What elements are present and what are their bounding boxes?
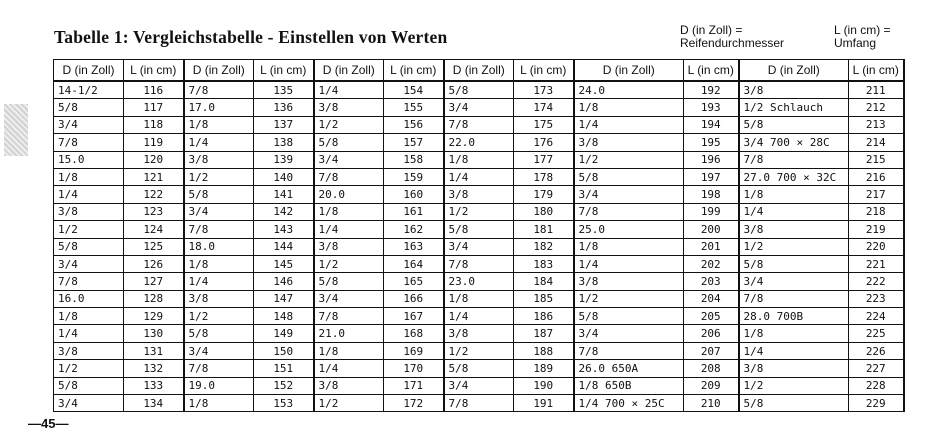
circumference-cell: 213 (849, 116, 904, 133)
header-l: L (in cm) (514, 60, 574, 82)
diameter-cell: 3/4 (184, 203, 254, 220)
diameter-cell: 1/2 (54, 221, 124, 238)
circumference-cell: 126 (124, 255, 184, 272)
diameter-cell: 3/8 (739, 221, 849, 238)
diameter-cell: 1/4 (444, 308, 514, 325)
table-row (54, 134, 904, 151)
diameter-cell: 3/4 (444, 377, 514, 394)
circumference-cell: 171 (384, 377, 444, 394)
diameter-cell: 1/4 (574, 255, 684, 272)
diameter-cell: 5/8 (314, 273, 384, 290)
diameter-cell: 1/2 Schlauch (739, 99, 849, 116)
diameter-cell: 1/2 (314, 116, 384, 133)
circumference-cell: 159 (384, 168, 444, 185)
diameter-cell: 5/8 (574, 168, 684, 185)
diameter-cell: 1/2 (54, 360, 124, 377)
table-row (54, 81, 904, 99)
diameter-cell: 7/8 (314, 168, 384, 185)
diameter-cell: 1/8 (574, 238, 684, 255)
diameter-cell: 1/2 (574, 151, 684, 168)
diameter-cell: 7/8 (739, 290, 849, 307)
circumference-cell: 163 (384, 238, 444, 255)
circumference-cell: 133 (124, 377, 184, 394)
diameter-cell: 1/8 (444, 290, 514, 307)
circumference-cell: 182 (514, 238, 574, 255)
diameter-cell: 3/8 (739, 360, 849, 377)
circumference-cell: 211 (849, 81, 904, 99)
circumference-cell: 169 (384, 342, 444, 359)
table-row (54, 168, 904, 185)
diameter-cell: 16.0 (54, 290, 124, 307)
circumference-cell: 195 (684, 134, 739, 151)
circumference-cell: 205 (684, 308, 739, 325)
circumference-cell: 208 (684, 360, 739, 377)
circumference-cell: 222 (849, 273, 904, 290)
header-d: D (in Zoll) (739, 60, 849, 82)
circumference-cell: 202 (684, 255, 739, 272)
diameter-cell: 1/4 (184, 134, 254, 151)
diameter-cell: 1/2 (444, 203, 514, 220)
circumference-cell: 217 (849, 186, 904, 203)
diameter-cell: 1/8 (184, 116, 254, 133)
circumference-cell: 190 (514, 377, 574, 394)
circumference-cell: 176 (514, 134, 574, 151)
circumference-cell: 138 (254, 134, 314, 151)
circumference-cell: 165 (384, 273, 444, 290)
circumference-cell: 139 (254, 151, 314, 168)
circumference-cell: 128 (124, 290, 184, 307)
circumference-cell: 167 (384, 308, 444, 325)
diameter-cell: 1/8 (314, 203, 384, 220)
circumference-cell: 223 (849, 290, 904, 307)
circumference-cell: 183 (514, 255, 574, 272)
circumference-cell: 198 (684, 186, 739, 203)
circumference-cell: 196 (684, 151, 739, 168)
circumference-cell: 141 (254, 186, 314, 203)
circumference-cell: 150 (254, 342, 314, 359)
diameter-cell: 5/8 (314, 134, 384, 151)
diameter-cell: 5/8 (54, 238, 124, 255)
diameter-cell: 3/4 (444, 99, 514, 116)
header-d: D (in Zoll) (54, 60, 124, 82)
diameter-cell: 25.0 (574, 221, 684, 238)
table-row (54, 151, 904, 168)
circumference-cell: 188 (514, 342, 574, 359)
diameter-cell: 1/8 (314, 342, 384, 359)
diameter-cell: 7/8 (444, 116, 514, 133)
circumference-cell: 129 (124, 308, 184, 325)
table-row (54, 290, 904, 307)
diameter-cell: 1/2 (314, 395, 384, 412)
circumference-cell: 186 (514, 308, 574, 325)
circumference-cell: 180 (514, 203, 574, 220)
table-row (54, 360, 904, 377)
circumference-cell: 192 (684, 81, 739, 99)
circumference-cell: 201 (684, 238, 739, 255)
circumference-cell: 178 (514, 168, 574, 185)
circumference-cell: 147 (254, 290, 314, 307)
header-l: L (in cm) (384, 60, 444, 82)
table-row (54, 255, 904, 272)
diameter-cell: 1/4 (314, 81, 384, 99)
diameter-cell: 1/4 (739, 203, 849, 220)
circumference-cell: 146 (254, 273, 314, 290)
diameter-cell: 7/8 (184, 360, 254, 377)
circumference-cell: 140 (254, 168, 314, 185)
diameter-cell: 3/8 (54, 342, 124, 359)
diameter-cell: 1/4 (739, 342, 849, 359)
circumference-cell: 175 (514, 116, 574, 133)
diameter-cell: 5/8 (739, 395, 849, 412)
diameter-cell: 3/8 (444, 186, 514, 203)
diameter-cell: 7/8 (184, 81, 254, 99)
circumference-cell: 181 (514, 221, 574, 238)
diameter-cell: 17.0 (184, 99, 254, 116)
legend-d-desc: Reifendurchmesser (680, 36, 785, 50)
legend-d (680, 24, 784, 50)
diameter-cell: 1/4 (54, 186, 124, 203)
diameter-cell: 7/8 (444, 395, 514, 412)
circumference-cell: 121 (124, 168, 184, 185)
circumference-cell: 219 (849, 221, 904, 238)
diameter-cell: 1/8 (739, 325, 849, 342)
diameter-cell: 1/8 (574, 99, 684, 116)
circumference-cell: 123 (124, 203, 184, 220)
diameter-cell: 1/2 (739, 238, 849, 255)
diameter-cell: 5/8 (54, 377, 124, 394)
diameter-cell: 5/8 (739, 116, 849, 133)
diameter-cell: 5/8 (444, 360, 514, 377)
circumference-cell: 117 (124, 99, 184, 116)
diameter-cell: 15.0 (54, 151, 124, 168)
circumference-cell: 214 (849, 134, 904, 151)
header-l: L (in cm) (124, 60, 184, 82)
diameter-cell: 1/8 (54, 168, 124, 185)
diameter-cell: 3/8 (444, 325, 514, 342)
table-row (54, 203, 904, 220)
table-title: Tabelle 1: Vergleichstabelle - Einstellen von Werten (54, 27, 448, 47)
circumference-cell: 200 (684, 221, 739, 238)
circumference-cell: 164 (384, 255, 444, 272)
diameter-cell: 7/8 (574, 203, 684, 220)
circumference-cell: 184 (514, 273, 574, 290)
diameter-cell: 3/8 (314, 238, 384, 255)
diameter-cell: 1/8 650B (574, 377, 684, 394)
circumference-cell: 194 (684, 116, 739, 133)
circumference-cell: 137 (254, 116, 314, 133)
circumference-cell: 218 (849, 203, 904, 220)
diameter-cell: 21.0 (314, 325, 384, 342)
circumference-cell: 152 (254, 377, 314, 394)
circumference-cell: 149 (254, 325, 314, 342)
diameter-cell: 7/8 (54, 273, 124, 290)
diameter-cell: 1/4 (54, 325, 124, 342)
circumference-cell: 177 (514, 151, 574, 168)
circumference-cell: 191 (514, 395, 574, 412)
legend-l-label: L (in cm) = (834, 23, 891, 37)
circumference-cell: 174 (514, 99, 574, 116)
diameter-cell: 3/8 (184, 290, 254, 307)
diameter-cell: 1/4 (574, 116, 684, 133)
table-row (54, 325, 904, 342)
circumference-cell: 143 (254, 221, 314, 238)
diameter-cell: 22.0 (444, 134, 514, 151)
diameter-cell: 1/4 (444, 168, 514, 185)
circumference-cell: 157 (384, 134, 444, 151)
circumference-cell: 179 (514, 186, 574, 203)
diameter-cell: 3/8 (739, 81, 849, 99)
circumference-cell: 142 (254, 203, 314, 220)
circumference-cell: 116 (124, 81, 184, 99)
circumference-cell: 225 (849, 325, 904, 342)
circumference-cell: 212 (849, 99, 904, 116)
diameter-cell: 3/4 (444, 238, 514, 255)
diameter-cell: 3/4 (54, 116, 124, 133)
diameter-cell: 1/8 (184, 255, 254, 272)
diameter-cell: 1/2 (739, 377, 849, 394)
circumference-cell: 189 (514, 360, 574, 377)
diameter-cell: 28.0 700B (739, 308, 849, 325)
circumference-cell: 144 (254, 238, 314, 255)
circumference-cell: 155 (384, 99, 444, 116)
circumference-cell: 172 (384, 395, 444, 412)
diameter-cell: 3/8 (184, 151, 254, 168)
circumference-cell: 162 (384, 221, 444, 238)
diameter-cell: 5/8 (574, 308, 684, 325)
table-row (54, 238, 904, 255)
diameter-cell: 3/8 (314, 377, 384, 394)
table-row (54, 395, 904, 412)
diameter-cell: 7/8 (739, 151, 849, 168)
diameter-cell: 7/8 (574, 342, 684, 359)
circumference-cell: 148 (254, 308, 314, 325)
circumference-cell: 228 (849, 377, 904, 394)
circumference-cell: 207 (684, 342, 739, 359)
header-row (54, 60, 904, 82)
circumference-cell: 119 (124, 134, 184, 151)
diameter-cell: 3/4 (314, 290, 384, 307)
diameter-cell: 1/2 (574, 290, 684, 307)
diameter-cell: 3/4 (574, 325, 684, 342)
diameter-cell: 3/8 (574, 134, 684, 151)
header-d: D (in Zoll) (574, 60, 684, 82)
circumference-cell: 209 (684, 377, 739, 394)
diameter-cell: 7/8 (184, 221, 254, 238)
comparison-table (53, 59, 905, 412)
diameter-cell: 18.0 (184, 238, 254, 255)
circumference-cell: 224 (849, 308, 904, 325)
table-row (54, 99, 904, 116)
diameter-cell: 7/8 (444, 255, 514, 272)
circumference-cell: 216 (849, 168, 904, 185)
diameter-cell: 1/4 (314, 221, 384, 238)
circumference-cell: 193 (684, 99, 739, 116)
diameter-cell: 3/4 (574, 186, 684, 203)
diameter-cell: 5/8 (444, 221, 514, 238)
circumference-cell: 187 (514, 325, 574, 342)
header-d: D (in Zoll) (184, 60, 254, 82)
circumference-cell: 210 (684, 395, 739, 412)
table-row (54, 221, 904, 238)
table-row (54, 116, 904, 133)
diameter-cell: 1/2 (444, 342, 514, 359)
circumference-cell: 134 (124, 395, 184, 412)
table-row (54, 342, 904, 359)
diameter-cell: 1/4 (314, 360, 384, 377)
circumference-cell: 161 (384, 203, 444, 220)
scan-mark (4, 104, 28, 156)
diameter-cell: 5/8 (184, 325, 254, 342)
diameter-cell: 5/8 (54, 99, 124, 116)
circumference-cell: 173 (514, 81, 574, 99)
legend-d-label: D (in Zoll) = (680, 23, 743, 37)
circumference-cell: 229 (849, 395, 904, 412)
circumference-cell: 154 (384, 81, 444, 99)
legend-l (834, 24, 891, 50)
circumference-cell: 136 (254, 99, 314, 116)
circumference-cell: 226 (849, 342, 904, 359)
diameter-cell: 14-1/2 (54, 81, 124, 99)
diameter-cell: 23.0 (444, 273, 514, 290)
circumference-cell: 197 (684, 168, 739, 185)
diameter-cell: 1/4 (184, 273, 254, 290)
diameter-cell: 3/8 (314, 99, 384, 116)
diameter-cell: 1/2 (184, 168, 254, 185)
diameter-cell: 3/4 (314, 151, 384, 168)
diameter-cell: 7/8 (54, 134, 124, 151)
circumference-cell: 153 (254, 395, 314, 412)
diameter-cell: 3/8 (574, 273, 684, 290)
circumference-cell: 118 (124, 116, 184, 133)
circumference-cell: 135 (254, 81, 314, 99)
circumference-cell: 227 (849, 360, 904, 377)
header-l: L (in cm) (849, 60, 904, 82)
header-l: L (in cm) (684, 60, 739, 82)
circumference-cell: 170 (384, 360, 444, 377)
diameter-cell: 24.0 (574, 81, 684, 99)
diameter-cell: 3/4 (54, 395, 124, 412)
circumference-cell: 158 (384, 151, 444, 168)
header-d: D (in Zoll) (444, 60, 514, 82)
diameter-cell: 27.0 700 × 32C (739, 168, 849, 185)
page-number: —45— (28, 416, 69, 431)
circumference-cell: 124 (124, 221, 184, 238)
table-row (54, 377, 904, 394)
table-body (54, 81, 904, 412)
circumference-cell: 206 (684, 325, 739, 342)
circumference-cell: 160 (384, 186, 444, 203)
circumference-cell: 168 (384, 325, 444, 342)
circumference-cell: 120 (124, 151, 184, 168)
circumference-cell: 221 (849, 255, 904, 272)
circumference-cell: 130 (124, 325, 184, 342)
diameter-cell: 5/8 (184, 186, 254, 203)
circumference-cell: 204 (684, 290, 739, 307)
table-row (54, 308, 904, 325)
circumference-cell: 156 (384, 116, 444, 133)
diameter-cell: 1/4 700 × 25C (574, 395, 684, 412)
circumference-cell: 199 (684, 203, 739, 220)
legend-l-desc: Umfang (834, 36, 877, 50)
diameter-cell: 1/2 (184, 308, 254, 325)
table-row (54, 186, 904, 203)
circumference-cell: 203 (684, 273, 739, 290)
diameter-cell: 3/4 (184, 342, 254, 359)
circumference-cell: 125 (124, 238, 184, 255)
diameter-cell: 3/4 (54, 255, 124, 272)
circumference-cell: 131 (124, 342, 184, 359)
diameter-cell: 1/8 (184, 395, 254, 412)
circumference-cell: 127 (124, 273, 184, 290)
diameter-cell: 20.0 (314, 186, 384, 203)
diameter-cell: 3/4 (739, 273, 849, 290)
circumference-cell: 145 (254, 255, 314, 272)
circumference-cell: 215 (849, 151, 904, 168)
diameter-cell: 7/8 (314, 308, 384, 325)
circumference-cell: 151 (254, 360, 314, 377)
diameter-cell: 3/4 700 × 28C (739, 134, 849, 151)
circumference-cell: 185 (514, 290, 574, 307)
circumference-cell: 166 (384, 290, 444, 307)
diameter-cell: 1/8 (739, 186, 849, 203)
circumference-cell: 122 (124, 186, 184, 203)
table-row (54, 273, 904, 290)
diameter-cell: 1/2 (314, 255, 384, 272)
header-l: L (in cm) (254, 60, 314, 82)
diameter-cell: 5/8 (444, 81, 514, 99)
diameter-cell: 1/8 (444, 151, 514, 168)
circumference-cell: 132 (124, 360, 184, 377)
diameter-cell: 1/8 (54, 308, 124, 325)
header-d: D (in Zoll) (314, 60, 384, 82)
diameter-cell: 5/8 (739, 255, 849, 272)
circumference-cell: 220 (849, 238, 904, 255)
diameter-cell: 19.0 (184, 377, 254, 394)
diameter-cell: 3/8 (54, 203, 124, 220)
diameter-cell: 26.0 650A (574, 360, 684, 377)
